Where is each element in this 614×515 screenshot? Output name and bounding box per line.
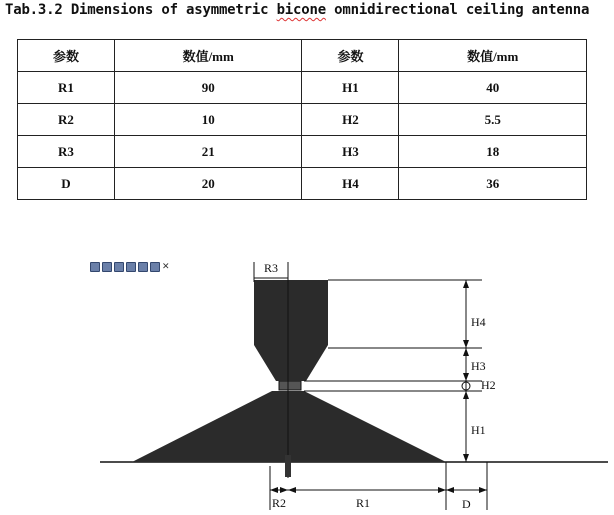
header-value-1: 数值/mm — [114, 40, 302, 72]
table-cell: H1 — [302, 72, 399, 104]
feed-probe — [285, 455, 291, 477]
label-h1: H1 — [471, 423, 486, 437]
table-cell: H4 — [302, 168, 399, 200]
table-cell: 90 — [114, 72, 302, 104]
table-cell: H2 — [302, 104, 399, 136]
caption-suffix: omnidirectional ceiling antenna — [325, 2, 590, 18]
table-cell: D — [18, 168, 115, 200]
upper-cone — [254, 280, 328, 381]
table-cell: R1 — [18, 72, 115, 104]
close-icon[interactable]: ✕ — [162, 262, 170, 272]
table-cell: 10 — [114, 104, 302, 136]
label-d: D — [462, 497, 471, 511]
label-r2: R2 — [272, 496, 287, 510]
label-h4: H4 — [471, 315, 486, 329]
lower-cone — [132, 391, 446, 462]
table-cell: 20 — [114, 168, 302, 200]
label-r1: R1 — [356, 496, 371, 510]
header-value-2: 数值/mm — [399, 40, 587, 72]
table-cell: 21 — [114, 136, 302, 168]
table-cell: R2 — [18, 104, 115, 136]
table-cell: H3 — [302, 136, 399, 168]
table-cell: R3 — [18, 136, 115, 168]
table-cell: 36 — [399, 168, 587, 200]
table-cell: 18 — [399, 136, 587, 168]
header-param-2: 参数 — [302, 40, 399, 72]
label-h3: H3 — [471, 359, 486, 373]
table-cell: 5.5 — [399, 104, 587, 136]
header-param-1: 参数 — [18, 40, 115, 72]
table-cell: 40 — [399, 72, 587, 104]
feed-disc — [279, 381, 301, 390]
label-h2: H2 — [481, 378, 496, 392]
caption-underlined: bicone — [276, 2, 326, 18]
caption-prefix: Tab.3.2 Dimensions of asymmetric — [5, 2, 277, 18]
label-r3: R3 — [264, 261, 279, 275]
